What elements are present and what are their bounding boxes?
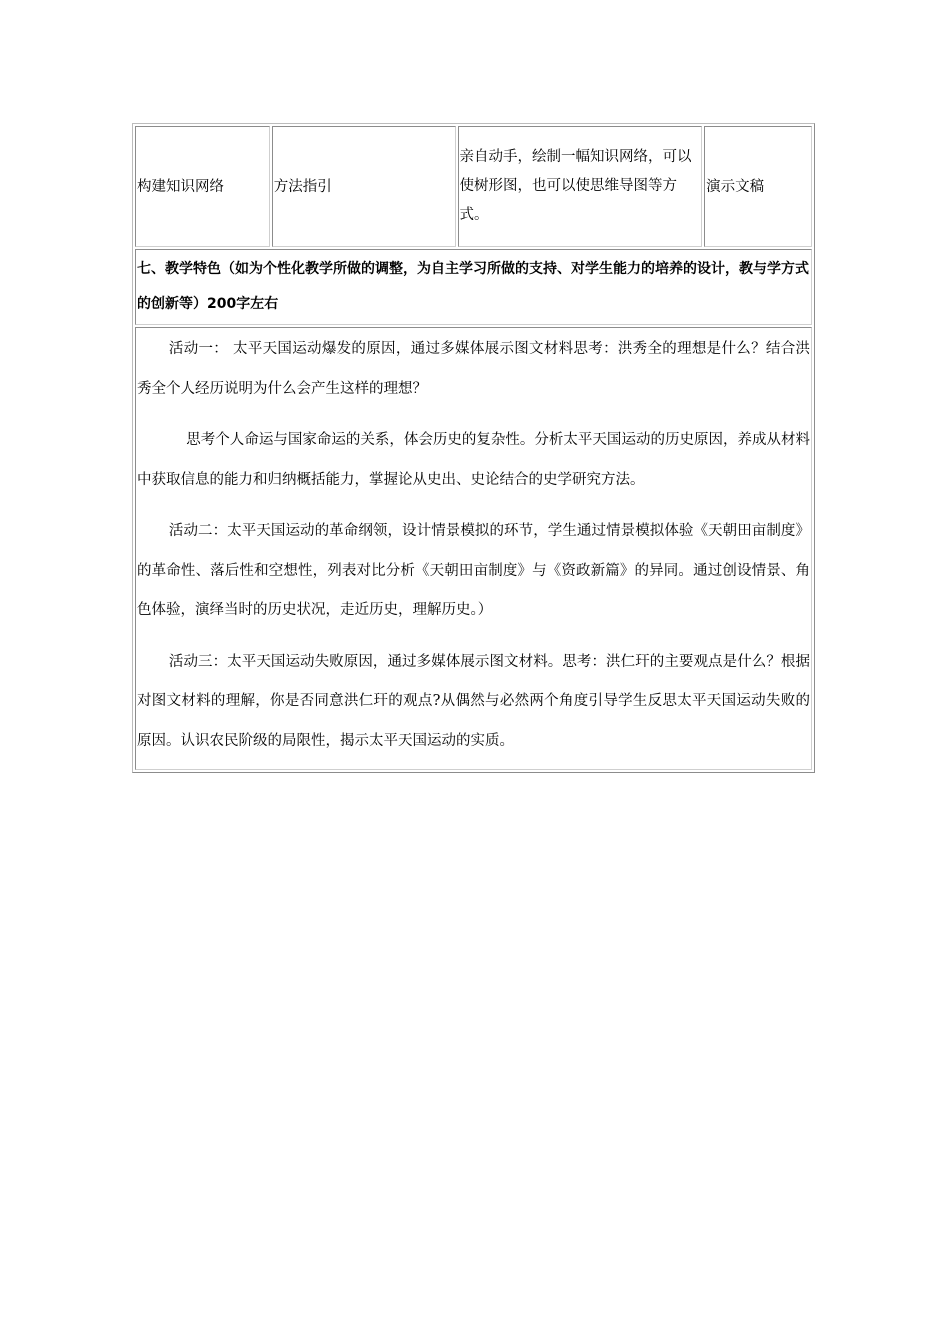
activities-cell: [135, 327, 812, 770]
lesson-plan-table: [132, 123, 815, 773]
paragraph-activity-one: 活动一： 太平天国运动爆发的原因，通过多媒体展示图文材料思考：洪秀全的理想是什么？结合洪秀全个人经历说明为什么会产生这样的理想？: [137, 341, 810, 397]
table-cell-description: 亲自动手，绘制一幅知识网络，可以使树形图，也可以使思维导图等方式。: [458, 126, 703, 247]
paragraph-reflection: 思考个人命运与国家命运的关系，体会历史的复杂性。分析太平天国运动的历史原因，养成从材料中获取信息的能力和归纳概括能力，掌握论从史出、史论结合的史学研究方法。: [137, 432, 810, 488]
section-heading: 七、教学特色（如为个性化教学所做的调整，为自主学习所做的支持、对学生能力的培养的设计，教与学方式的创新等）200字左右: [135, 249, 812, 325]
table-row: [135, 327, 812, 770]
table-row: [135, 126, 812, 247]
table-row: [135, 249, 812, 325]
table-cell-method: 方法指引: [272, 126, 456, 247]
paragraph-activity-two: 活动二：太平天国运动的革命纲领，设计情景模拟的环节，学生通过情景模拟体验《天朝田亩制度》的革命性、落后性和空想性，列表对比分析《天朝田亩制度》与《资政新篇》的异同。通过创设情景、角色体验，演绎当时的历史状况，走近历史，理解历史。）: [137, 523, 810, 618]
paragraph-activity-three: 活动三：太平天国运动失败原因，通过多媒体展示图文材料。思考：洪仁玕的主要观点是什么？根据对图文材料的理解，你是否同意洪仁玕的观点?从偶然与必然两个角度引导学生反思太平天国运动失败的原因。认识农民阶级的局限性，揭示太平天国运动的实质。: [137, 653, 810, 749]
table-cell-activity: 构建知识网络: [135, 126, 270, 247]
table-cell-media: 演示文稿: [704, 126, 812, 247]
